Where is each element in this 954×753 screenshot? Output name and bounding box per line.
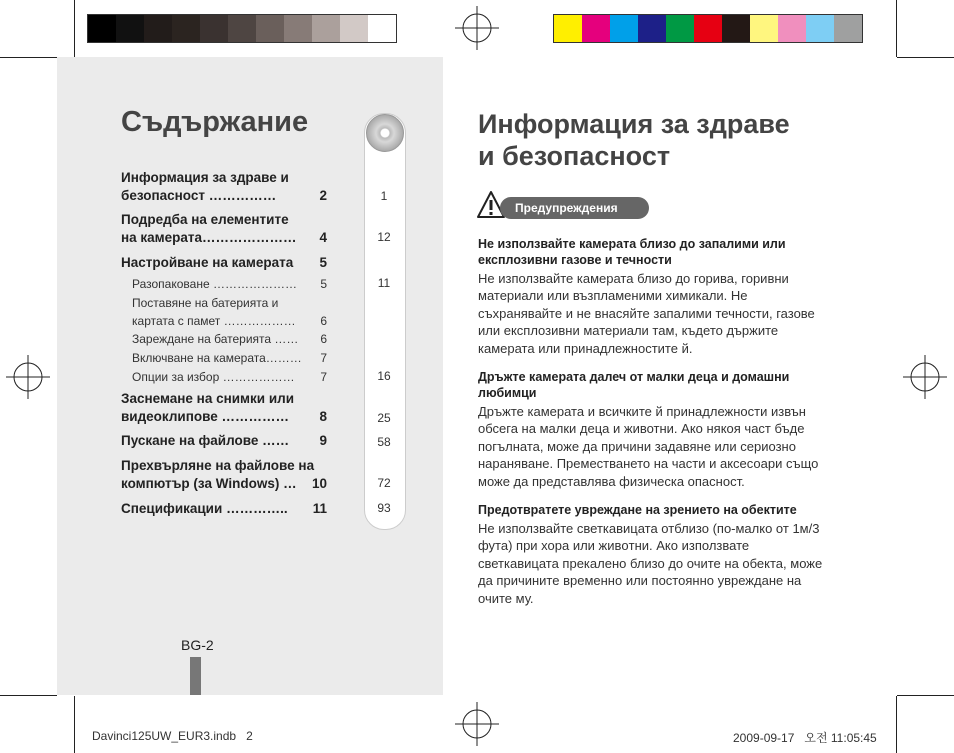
toc-entry[interactable]: Прехвърляне на файлове на компютър (за Windows) … 10 — [121, 458, 327, 491]
crop-mark — [0, 695, 57, 696]
section-body: Не използвайте светкавицата отблизо (по-малко от 1м/3 фута) при хора или живoтни. Ако използвате светкавицата прекалено близо до очите на обекта, може да причините временно или постоянно увреждане на очите му. — [478, 521, 823, 606]
warning-label: Предупреждения — [515, 201, 618, 215]
section-heading: Не използвайте камерата близо до запалими или експлозивни газове и течности — [478, 237, 786, 267]
toc-entry[interactable]: Информация за здраве и безопасност …………… 2 — [121, 170, 327, 203]
side-page-number: 72 — [377, 476, 391, 490]
crop-mark — [897, 57, 954, 58]
color-swatch — [368, 15, 396, 42]
color-swatch — [284, 15, 312, 42]
toc-entry[interactable]: Заснемане на снимки или видеоклипове …………… 8 — [121, 391, 327, 424]
color-swatch — [694, 15, 722, 42]
registration-mark-right — [903, 355, 947, 399]
color-swatch — [750, 15, 778, 42]
side-page-number: 1 — [380, 189, 388, 203]
folio-tab — [190, 657, 201, 695]
side-number-strip — [364, 113, 406, 530]
footer-filename: Davinci125UW_EUR3.indb 2 — [92, 729, 253, 743]
section-body: Не използвайте камерата близо до горива, горивни материали или възпламеними химикали. Не съхранявайте и не внасяйте запалими течности, газове или експлозивни материали там, където държите камерата или принадлежностите й. — [478, 271, 815, 356]
color-swatch — [610, 15, 638, 42]
color-swatch — [88, 15, 116, 42]
color-swatch — [172, 15, 200, 42]
toc-entry[interactable]: Подредба на елементите на камерата………………… 4 — [121, 212, 327, 245]
toc-subentry[interactable]: Опции за избор ……………… 7 — [132, 370, 327, 384]
section-heading: Дръжте камерата далеч от малки деца и домашни любимци — [478, 370, 790, 400]
toc-subentry[interactable]: Разопаковане ………………… 5 — [132, 277, 327, 291]
color-swatch — [554, 15, 582, 42]
color-swatch — [806, 15, 834, 42]
color-swatch-bar — [553, 14, 863, 43]
color-swatch — [312, 15, 340, 42]
color-swatch — [256, 15, 284, 42]
color-swatch — [834, 15, 862, 42]
toc-subentry[interactable]: Включване на камерата……… 7 — [132, 351, 327, 365]
color-swatch — [778, 15, 806, 42]
color-swatch — [340, 15, 368, 42]
crop-mark — [0, 57, 57, 58]
color-swatch — [722, 15, 750, 42]
crop-mark — [897, 695, 954, 696]
toc-subentry[interactable]: Поставяне на батерията и картата с памет ……………… 6 — [132, 296, 327, 328]
side-page-number: 93 — [377, 501, 391, 515]
page-folio: BG-2 — [181, 637, 214, 653]
registration-mark-top — [455, 6, 499, 50]
crop-mark — [896, 0, 897, 57]
color-swatch — [638, 15, 666, 42]
side-page-number: 16 — [377, 369, 391, 383]
color-swatch — [228, 15, 256, 42]
disc-icon — [366, 114, 404, 152]
color-swatch — [582, 15, 610, 42]
color-swatch — [200, 15, 228, 42]
crop-mark — [74, 696, 75, 753]
side-page-number: 11 — [377, 276, 391, 290]
section-heading: Предотвратете увреждане на зрението на обектите — [478, 503, 797, 517]
crop-mark — [896, 696, 897, 753]
side-page-number: 12 — [377, 230, 391, 244]
footer-timestamp: 2009-09-17 오전 11:05:45 — [733, 731, 877, 745]
toc-subentry[interactable]: Зареждане на батерията …… 6 — [132, 332, 327, 346]
gray-swatch-bar — [87, 14, 397, 43]
color-swatch — [144, 15, 172, 42]
crop-mark — [74, 0, 75, 57]
toc-title: Съдържание — [121, 106, 309, 138]
toc-entry[interactable]: Пускане на файлове …… 9 — [121, 433, 327, 448]
toc-entry[interactable]: Настройване на камерата 5 — [121, 255, 327, 270]
toc-entry[interactable]: Спецификации ………….. 11 — [121, 501, 327, 516]
registration-mark-left — [6, 355, 50, 399]
side-page-number: 58 — [377, 435, 391, 449]
color-swatch — [666, 15, 694, 42]
page-title: Информация за здраве и безопасност — [478, 109, 790, 171]
section-body: Дръжте камерата и всичките й принадлежности извън обсега на малки деца и животни. Ако някоя част бъде погълната, може да причини задавяне или сериозно нараняване. Преместването на части и аксесоари също може да представлява физическа опасност. — [478, 404, 819, 489]
color-swatch — [116, 15, 144, 42]
registration-mark-bottom — [455, 702, 499, 746]
side-page-number: 25 — [377, 411, 391, 425]
